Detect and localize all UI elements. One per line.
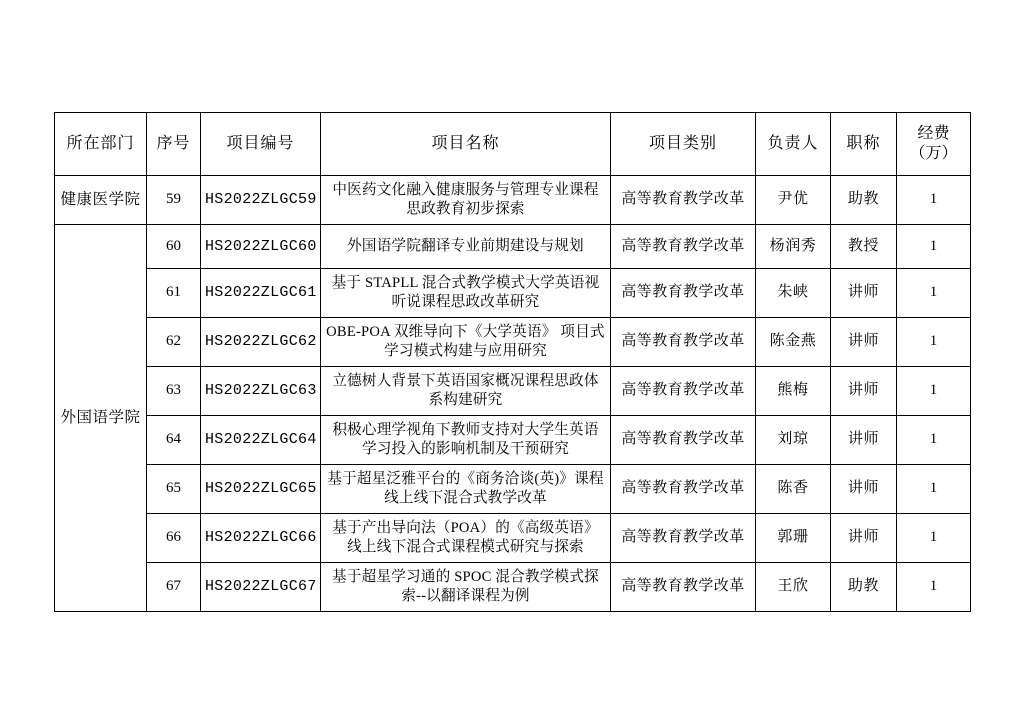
table-row — [55, 367, 971, 416]
cell-owner: 郭珊 — [756, 514, 831, 563]
cell-project-name: 外国语学院翻译专业前期建设与规划 — [321, 225, 611, 269]
project-table-container — [54, 112, 970, 612]
cell-project-type: 高等教育教学改革 — [611, 176, 756, 225]
cell-funding: 1 — [897, 563, 971, 612]
table-row — [55, 416, 971, 465]
cell-department: 健康医学院 — [55, 176, 147, 225]
cell-job-title: 教授 — [831, 225, 897, 269]
cell-owner: 王欣 — [756, 563, 831, 612]
header-department: 所在部门 — [55, 113, 147, 176]
cell-funding: 1 — [897, 269, 971, 318]
table-row — [55, 269, 971, 318]
cell-owner: 朱峡 — [756, 269, 831, 318]
cell-owner: 刘琼 — [756, 416, 831, 465]
cell-project-code: HS2022ZLGC63 — [201, 367, 321, 416]
project-table — [54, 112, 971, 612]
cell-project-name: 基于 STAPLL 混合式教学模式大学英语视听说课程思政改革研究 — [321, 269, 611, 318]
cell-owner: 陈香 — [756, 465, 831, 514]
table-body — [55, 176, 971, 612]
cell-funding: 1 — [897, 465, 971, 514]
cell-owner: 尹优 — [756, 176, 831, 225]
cell-project-code: HS2022ZLGC59 — [201, 176, 321, 225]
cell-sequence: 63 — [147, 367, 201, 416]
cell-project-type: 高等教育教学改革 — [611, 514, 756, 563]
cell-project-code: HS2022ZLGC67 — [201, 563, 321, 612]
header-funding-line1: 经费 — [917, 125, 950, 142]
cell-job-title: 助教 — [831, 563, 897, 612]
cell-funding: 1 — [897, 176, 971, 225]
cell-project-type: 高等教育教学改革 — [611, 318, 756, 367]
cell-project-name: 基于超星学习通的 SPOC 混合教学模式探索--以翻译课程为例 — [321, 563, 611, 612]
cell-project-code: HS2022ZLGC64 — [201, 416, 321, 465]
table-header-row — [55, 113, 971, 176]
cell-project-name: 立德树人背景下英语国家概况课程思政体系构建研究 — [321, 367, 611, 416]
cell-funding: 1 — [897, 367, 971, 416]
cell-project-type: 高等教育教学改革 — [611, 563, 756, 612]
header-project-code: 项目编号 — [201, 113, 321, 176]
header-project-type: 项目类别 — [611, 113, 756, 176]
cell-job-title: 讲师 — [831, 269, 897, 318]
cell-project-name: 基于产出导向法（POA）的《高级英语》线上线下混合式课程模式研究与探索 — [321, 514, 611, 563]
header-funding — [897, 113, 971, 176]
cell-job-title: 讲师 — [831, 465, 897, 514]
cell-project-name: 中医药文化融入健康服务与管理专业课程思政教育初步探索 — [321, 176, 611, 225]
header-project-name: 项目名称 — [321, 113, 611, 176]
header-owner: 负责人 — [756, 113, 831, 176]
cell-job-title: 助教 — [831, 176, 897, 225]
header-sequence: 序号 — [147, 113, 201, 176]
header-funding-line2: （万） — [909, 145, 958, 162]
cell-funding: 1 — [897, 416, 971, 465]
cell-project-code: HS2022ZLGC62 — [201, 318, 321, 367]
table-row — [55, 465, 971, 514]
cell-job-title: 讲师 — [831, 416, 897, 465]
cell-project-name: OBE-POA 双维导向下《大学英语》 项目式学习模式构建与应用研究 — [321, 318, 611, 367]
cell-project-code: HS2022ZLGC65 — [201, 465, 321, 514]
cell-job-title: 讲师 — [831, 318, 897, 367]
cell-project-name: 积极心理学视角下教师支持对大学生英语学习投入的影响机制及干预研究 — [321, 416, 611, 465]
cell-job-title: 讲师 — [831, 514, 897, 563]
cell-owner: 陈金燕 — [756, 318, 831, 367]
table-row — [55, 225, 971, 269]
cell-sequence: 66 — [147, 514, 201, 563]
header-job-title: 职称 — [831, 113, 897, 176]
cell-project-type: 高等教育教学改革 — [611, 225, 756, 269]
cell-sequence: 61 — [147, 269, 201, 318]
cell-owner: 熊梅 — [756, 367, 831, 416]
cell-funding: 1 — [897, 318, 971, 367]
cell-project-type: 高等教育教学改革 — [611, 416, 756, 465]
cell-project-code: HS2022ZLGC66 — [201, 514, 321, 563]
table-row — [55, 514, 971, 563]
table-row — [55, 176, 971, 225]
cell-job-title: 讲师 — [831, 367, 897, 416]
cell-sequence: 62 — [147, 318, 201, 367]
cell-project-type: 高等教育教学改革 — [611, 269, 756, 318]
cell-owner: 杨润秀 — [756, 225, 831, 269]
table-row — [55, 318, 971, 367]
table-header — [55, 113, 971, 176]
cell-funding: 1 — [897, 514, 971, 563]
cell-funding: 1 — [897, 225, 971, 269]
table-row — [55, 563, 971, 612]
cell-sequence: 60 — [147, 225, 201, 269]
cell-sequence: 64 — [147, 416, 201, 465]
cell-sequence: 67 — [147, 563, 201, 612]
cell-project-code: HS2022ZLGC60 — [201, 225, 321, 269]
cell-project-type: 高等教育教学改革 — [611, 465, 756, 514]
cell-project-type: 高等教育教学改革 — [611, 367, 756, 416]
cell-sequence: 65 — [147, 465, 201, 514]
cell-sequence: 59 — [147, 176, 201, 225]
cell-project-code: HS2022ZLGC61 — [201, 269, 321, 318]
cell-department: 外国语学院 — [55, 225, 147, 612]
cell-project-name: 基于超星泛雅平台的《商务洽谈(英)》课程线上线下混合式教学改革 — [321, 465, 611, 514]
